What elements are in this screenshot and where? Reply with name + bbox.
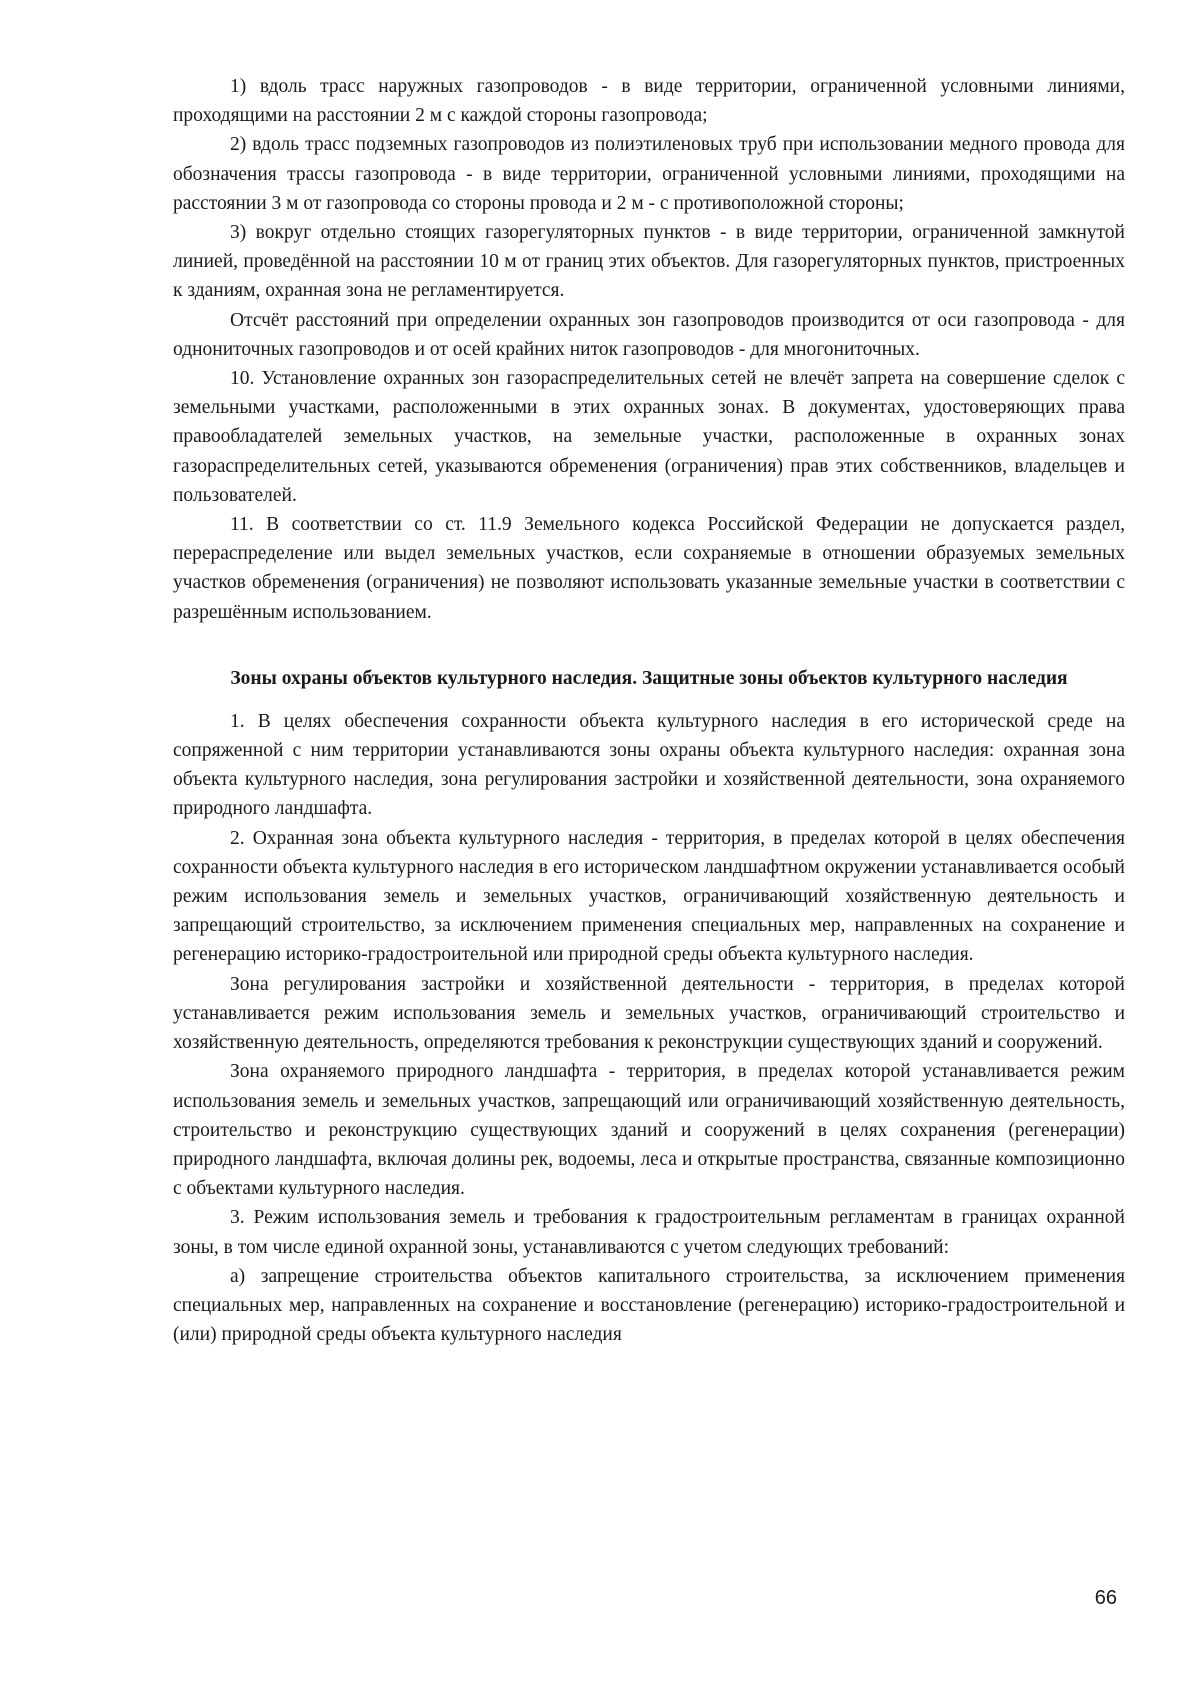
section-heading: Зоны охраны объектов культурного наследия. Защитные зоны объектов культурного наследия xyxy=(230,667,1068,689)
paragraph-gas-pipelines-underground: 2) вдоль трасс подземных газопроводов из полиэтиленовых труб при использовании медного провода для обозначения трассы газопровода - в виде территории, ограниченной условными линиями, проходящими на расстоянии 3 м от газопровода со стороны провода и 2 м - с противоположной стороны; xyxy=(173,134,1125,214)
paragraph-gas-regulator-points: 3) вокруг отдельно стоящих газорегуляторных пунктов - в виде территории, ограниченной замкнутой линией, проведённой на расстоянии 10 м от границ этих объектов. Для газорегуляторных пунктов, пристроенных к зданиям, охранная зона не регламентируется. xyxy=(173,222,1125,302)
paragraph-gas-pipelines-outdoor: 1) вдоль трасс наружных газопроводов - в виде территории, ограниченной условными линиями, проходящими на расстоянии 2 м с каждой стороны газопровода; xyxy=(173,76,1125,127)
document-page xyxy=(173,72,1125,1349)
paragraph-heritage-1: 1. В целях обеспечения сохранности объекта культурного наследия в его исторической среде на сопряженной с ним территории устанавливаются зоны охраны объекта культурного наследия: охранная зона объекта культурного наследия, зона регулирования застройки и хозяйственной деятельности, зона охраняемого природного ландшафта. xyxy=(173,710,1125,820)
paragraph-item-11: 11. В соответствии со ст. 11.9 Земельного кодекса Российской Федерации не допускается раздел, перераспределение или выдел земельных участков, если сохраняемые в отношении образуемых земельных участков обременения (ограничения) не позволяют использовать указанные земельные участки в соответствии с разрешённым использованием. xyxy=(173,514,1125,623)
paragraph-heritage-3a: а) запрещение строительства объектов капитального строительства, за исключением применения специальных мер, направленных на сохранение и восстановление (регенерацию) историко-градостроительной и (или) природной среды объекта культурного наследия xyxy=(173,1265,1125,1346)
paragraph-landscape-zone: Зона охраняемого природного ландшафта - территория, в пределах которой устанавливается режим использования земель и земельных участков, запрещающий или ограничивающий хозяйственную деятельность, строительство и реконструкцию существующих зданий и сооружений в целях сохранения (регенерации) природного ландшафта, включая долины рек, водоемы, леса и открытые пространства, связанные композиционно с объектами культурного наследия. xyxy=(173,1061,1125,1200)
page-number: 66 xyxy=(1094,1587,1117,1609)
paragraph-heritage-2: 2. Охранная зона объекта культурного наследия - территория, в пределах которой в целях обеспечения сохранности объекта культурного наследия в его историческом ландшафтном окружении устанавливается особый режим использования земель и земельных участков, ограничивающий хозяйственную деятельность и запрещающий строительство, за исключением применения специальных мер, направленных на сохранение и регенерацию историко-градостроительной или природной среды объекта культурного наследия. xyxy=(173,827,1125,966)
paragraph-distance-measurement: Отсчёт расстояний при определении охранных зон газопроводов производится от оси газопровода - для однониточных газопроводов и от осей крайних ниток газопроводов - для многониточных. xyxy=(173,309,1125,360)
paragraph-heritage-3: 3. Режим использования земель и требования к градостроительным регламентам в границах охранной зоны, в том числе единой охранной зоны, устанавливаются с учетом следующих требований: xyxy=(173,1207,1125,1258)
paragraph-regulation-zone: Зона регулирования застройки и хозяйственной деятельности - территория, в пределах которой устанавливается режим использования земель и земельных участков, ограничивающий строительство и хозяйственную деятельность, определяются требования к реконструкции существующих зданий и сооружений. xyxy=(173,973,1125,1054)
paragraph-item-10: 10. Установление охранных зон газораспределительных сетей не влечёт запрета на совершение сделок с земельными участками, расположенными в этих охранных зонах. В документах, удостоверяющих права правообладателей земельных участков, на земельные участки, расположенные в охранных зонах газораспределительных сетей, указываются обременения (ограничения) прав этих собственников, владельцев и пользователей. xyxy=(173,368,1125,506)
